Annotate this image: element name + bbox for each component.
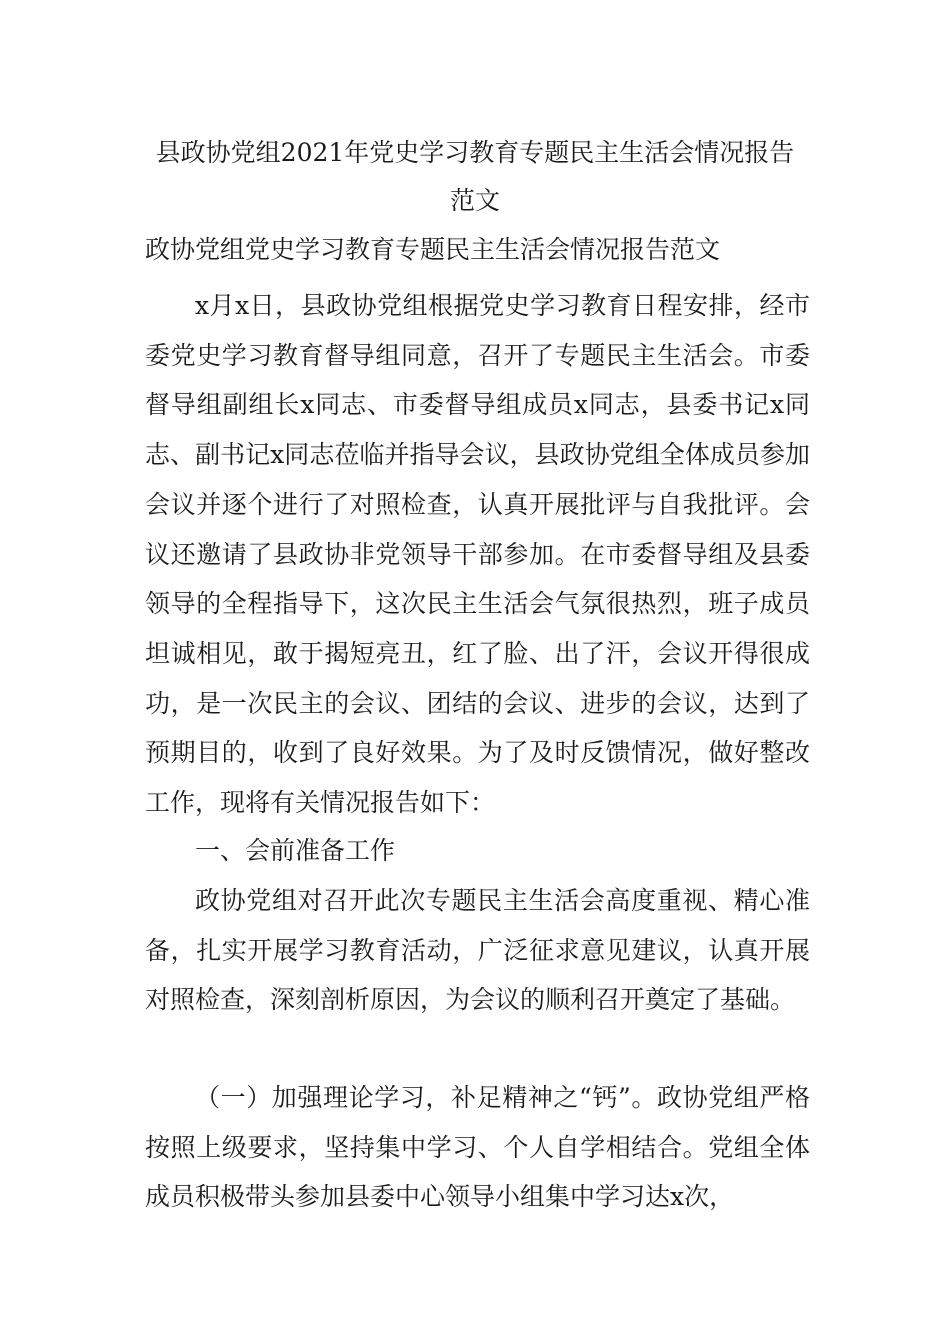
subsection1-paragraph: （一）加强理论学习，补足精神之“钙”。政协党组严格按照上级要求，坚持集中学习、个人自学相结合。党组全体成员积极带头参加县委中心领导小组集中学习达x次，	[145, 1083, 810, 1212]
section1-heading: 一、会前准备工作	[195, 836, 396, 865]
document-title-line2: 范文	[449, 186, 500, 215]
document-title-line1: 县政协党组2021年党史学习教育专题民主生活会情况报告	[155, 138, 795, 167]
intro-paragraph: x月x日，县政协党组根据党史学习教育日程安排，经市委党史学习教育督导组同意，召开了专题民主生活会。市委督导组副组长x同志、市委督导组成员x同志，县委书记x同志、副书记x同志莅临并指导会议，县政协党组全体成员参加会议并逐个进行了对照检查，认真开展批评与自我批评。会议还邀请了县政协非党领导干部参加。在市委督导组及县委领导的全程指导下，这次民主生活会气氛很热烈，班子成员坦诚相见，敢于揭短亮丑，红了脸、出了汗，会议开得很成功，是一次民主的会议、团结的会议、进步的会议，达到了预期目的，收到了良好效果。为了及时反馈情况，做好整改工作，现将有关情况报告如下：	[145, 291, 810, 818]
document-subtitle: 政协党组党史学习教育专题民主生活会情况报告范文	[145, 235, 721, 264]
section1-paragraph: 政协党组对召开此次专题民主生活会高度重视、精心准备，扎实开展学习教育活动，广泛征求意见建议，认真开展对照检查，深刻剖析原因，为会议的顺利召开奠定了基础。	[145, 886, 810, 1015]
